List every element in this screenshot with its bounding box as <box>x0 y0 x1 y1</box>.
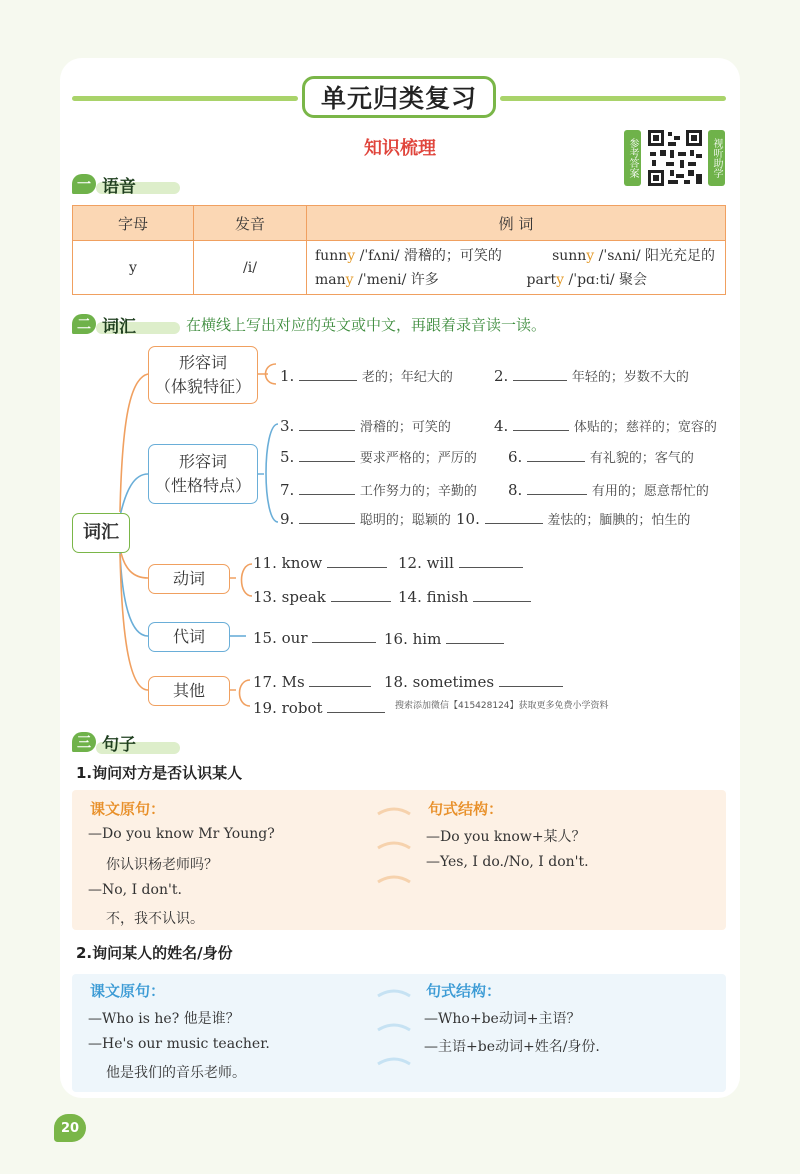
vocab-item[interactable]: 8. 有用的；愿意帮忙的 <box>508 481 709 499</box>
answer-tag[interactable]: 参考答案 <box>624 130 641 186</box>
qr-code-icon[interactable] <box>646 128 704 188</box>
watermark-text: 搜索添加微信【415428124】获取更多免费小学资料 <box>395 701 609 711</box>
sentence-line: —Who+be动词+主语？ <box>424 1011 581 1027</box>
structure-label: 句式结构： <box>426 982 502 1000</box>
examples-cell <box>307 241 726 295</box>
section-heading-sentences <box>72 730 136 754</box>
section-title: 语音 <box>102 176 136 197</box>
vocab-item[interactable]: 1. 老的；年纪大的 <box>280 367 453 385</box>
sentence-line: —No, I don't. <box>88 882 182 898</box>
vocab-item[interactable]: 13. speak <box>253 587 391 606</box>
sentence-line: 你认识杨老师吗？ <box>106 857 218 873</box>
vocab-root-node: 词汇 <box>72 513 130 553</box>
vocab-item[interactable]: 5. 要求严格的；严厉的 <box>280 448 477 466</box>
sentence-line: —主语+be动词+姓名/身份. <box>424 1039 600 1055</box>
example-word: party /ˈpɑːti/ 聚会 <box>526 271 647 288</box>
sentence-line: 他是我们的音乐老师。 <box>106 1065 246 1081</box>
vocab-item[interactable]: 2. 年轻的；岁数不大的 <box>494 367 689 385</box>
sentence-box-2 <box>72 974 726 1092</box>
vocab-item[interactable]: 9. 聪明的；聪颖的 <box>280 510 451 528</box>
vocab-item[interactable]: 17. Ms <box>253 672 371 691</box>
structure-label: 句式结构： <box>428 800 504 818</box>
sentence-line: —Do you know+某人？ <box>426 829 586 845</box>
vocab-item[interactable]: 3. 滑稽的；可笑的 <box>280 417 451 435</box>
vocab-item[interactable]: 4. 体贴的；慈祥的；宽容的 <box>494 417 717 435</box>
divider-arcs <box>374 984 414 1084</box>
title-line-right <box>500 96 726 101</box>
letter-cell: y <box>73 241 194 295</box>
page-title: 单元归类复习 <box>302 76 496 118</box>
vocab-item[interactable]: 14. finish <box>398 587 531 606</box>
divider-arcs <box>374 802 414 912</box>
section-title: 词汇 <box>102 316 136 337</box>
leaf-badge-icon: 三 <box>72 732 96 752</box>
vocab-item[interactable]: 15. our <box>253 628 376 647</box>
page-number: 20 <box>54 1114 86 1142</box>
title-line-left <box>72 96 298 101</box>
question-title: 1.询问对方是否认识某人 <box>76 764 243 782</box>
example-word: sunny /ˈsʌni/ 阳光充足的 <box>552 247 715 264</box>
section-heading-phonics <box>72 172 136 196</box>
sound-cell: /i/ <box>194 241 307 295</box>
section-subtitle: 知识梳理 <box>342 134 458 160</box>
question-title: 2.询问某人的姓名/身份 <box>76 944 233 962</box>
audio-help-tag[interactable]: 视听助学 <box>708 130 725 186</box>
vocab-item[interactable]: 18. sometimes <box>384 672 563 691</box>
sentence-line: —Do you know Mr Young? <box>88 826 275 842</box>
node-other: 其他 <box>148 676 230 706</box>
example-word: many /ˈmeni/ 许多 <box>315 271 439 288</box>
original-label: 课文原句： <box>90 800 166 818</box>
vocab-item[interactable]: 6. 有礼貌的；客气的 <box>508 448 694 466</box>
vocab-item[interactable]: 12. will <box>398 553 523 572</box>
table-header: 发音 <box>194 206 307 241</box>
original-label: 课文原句： <box>90 982 166 1000</box>
vocab-item[interactable]: 10. 羞怯的；腼腆的；怕生的 <box>456 510 691 528</box>
example-word: funny /ˈfʌni/ 滑稽的；可笑的 <box>315 247 502 264</box>
node-adj-appearance: 形容词 （体貌特征） <box>148 346 258 404</box>
node-verb: 动词 <box>148 564 230 594</box>
sentence-line: 不，我不认识。 <box>106 911 204 927</box>
vocab-item[interactable]: 11. know <box>253 553 387 572</box>
vocab-item[interactable]: 7. 工作努力的；辛勤的 <box>280 481 477 499</box>
leaf-badge-icon: 一 <box>72 174 96 194</box>
table-header: 字母 <box>73 206 194 241</box>
sentence-box-1 <box>72 790 726 930</box>
vocab-instruction: 在横线上写出对应的英文或中文，再跟着录音读一读。 <box>186 316 547 334</box>
leaf-badge-icon: 二 <box>72 314 96 334</box>
qr-area[interactable] <box>624 128 726 188</box>
node-adj-character: 形容词 （性格特点） <box>148 444 258 504</box>
table-header: 例 词 <box>307 206 726 241</box>
phonics-table <box>72 205 726 295</box>
vocab-item[interactable]: 19. robot <box>253 698 385 717</box>
node-pronoun: 代词 <box>148 622 230 652</box>
section-heading-vocab <box>72 312 136 336</box>
section-title: 句子 <box>102 734 136 755</box>
sentence-line: —Yes, I do./No, I don't. <box>426 854 589 870</box>
vocab-item[interactable]: 16. him <box>384 629 504 648</box>
sentence-line: —He's our music teacher. <box>88 1036 270 1052</box>
sentence-line: —Who is he? 他是谁？ <box>88 1011 240 1027</box>
